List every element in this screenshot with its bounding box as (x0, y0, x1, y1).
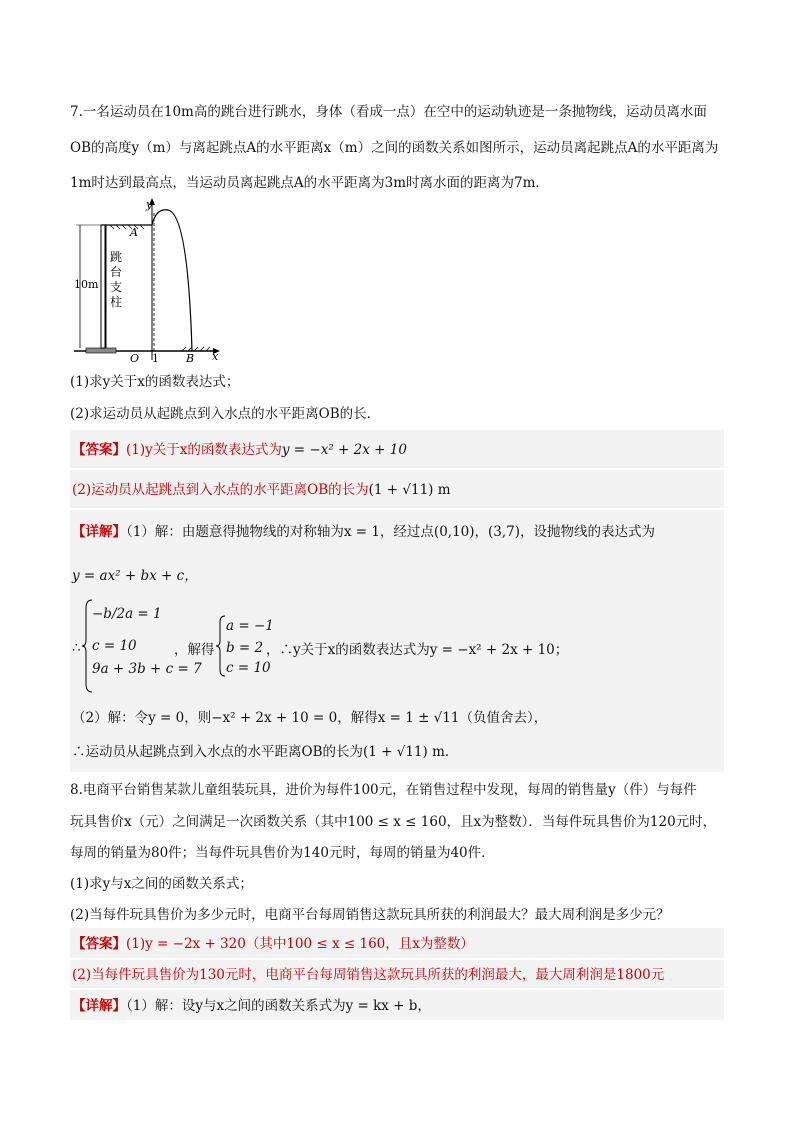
q8-answer-line-2: (2)当每件玩具售价为130元时，电商平台每周销售这款玩具所获的利润最大，最大周利润是1800元 (72, 967, 665, 983)
x-axis-label: x (212, 350, 219, 363)
q7-answer-1-text: (1)y关于x的函数表达式为 (126, 442, 282, 458)
sys2-eq-2: b = 2 (226, 640, 264, 656)
left-brace-2 (216, 614, 226, 678)
q8-stem-line-2: 玩具售价x（元）之间满足一次函数关系（其中100 ≤ x ≤ 160，且x为整数）．当每件玩具售价为120元时， (70, 814, 717, 830)
q7-answer-1-equation: y = −x² + 2x + 10 (281, 442, 407, 458)
board-hatching (110, 225, 144, 229)
q7-detail-line-1 (72, 522, 655, 542)
diving-parabola-figure (70, 196, 230, 364)
q7-detail-line-4: （2）解：令y = 0，则−x² + 2x + 10 = 0，解得x = 1 ± √11（负值舍去）， (72, 710, 548, 726)
q7-detail-line-2: y = ax² + bx + c， (72, 568, 198, 584)
q8-stem-line-1: 8.电商平台销售某款儿童组装玩具，进价为每件100元，在销售过程中发现，每周的销售量y（件）与每件 (70, 782, 697, 798)
origin-label: O (130, 352, 140, 364)
support-char-3: 支 (110, 280, 123, 294)
q7-answer-2-value: (1 + √11) m (368, 482, 451, 498)
support-char-4: 柱 (110, 295, 123, 309)
q7-detail-line-3: ，∴y关于x的函数表达式为y = −x² + 2x + 10； (266, 642, 569, 658)
q7-stem-line-3: 1m时达到最高点，当运动员离起跳点A的水平距离为3m时离水面的距离为7m． (70, 175, 549, 191)
support-pillar (101, 225, 105, 348)
solve-text: ，解得 (174, 642, 215, 658)
q8-detail-line-1 (72, 996, 431, 1016)
height-label: 10m (74, 278, 99, 291)
q7-answer-2-text: (2)运动员从起跳点到入水点的水平距离OB的长为 (72, 482, 369, 498)
answer-tag: 【答案】 (72, 442, 126, 458)
q7-answer-line-1 (72, 440, 407, 460)
platform-base (86, 348, 116, 353)
q7-answer-line-2 (72, 480, 451, 500)
tick-1-label: 1 (152, 352, 159, 364)
detail-tag-2: 【详解】 (72, 998, 126, 1014)
detail-tag: 【详解】 (72, 524, 126, 540)
q8-sub-question-1: (1)求y与x之间的函数关系式； (70, 876, 253, 892)
q8-answer-line-1 (72, 934, 474, 954)
q7-sub-question-2: (2)求运动员从起跳点到入水点的水平距离OB的长． (70, 406, 381, 422)
sys2-eq-3: c = 10 (226, 660, 271, 676)
q8-answer-1-text: (1)y = −2x + 320（其中100 ≤ x ≤ 160，且x为整数） (126, 936, 474, 952)
support-char-1: 跳 (110, 250, 123, 264)
sys1-eq-3: 9a + 3b + c = 7 (92, 661, 202, 677)
support-char-2: 台 (110, 265, 123, 279)
q8-stem-line-3: 每周的销量为80件；当每件玩具售价为140元时，每周的销量为40件． (70, 845, 495, 861)
sys2-eq-1: a = −1 (226, 618, 274, 634)
q8-sub-question-2: (2)当每件玩具售价为多少元时，电商平台每周销售这款玩具所获的利润最大？最大周利润是多少元？ (70, 907, 670, 923)
q7-stem-line-2: OB的高度y（m）与离起跳点A的水平距离x（m）之间的函数关系如图所示，运动员离起跳点A的水平距离为 (70, 140, 719, 156)
sys1-eq-2: c = 10 (92, 638, 137, 654)
trajectory-parabola (152, 210, 192, 351)
q7-stem-line-1: 7.一名运动员在10m高的跳台进行跳水，身体（看成一点）在空中的运动轨迹是一条抛物线，运动员离水面 (70, 104, 707, 120)
y-axis-label: y (146, 198, 153, 211)
q8-detail-1-text: （1）解：设y与x之间的函数关系式为y = kx + b， (126, 998, 431, 1014)
q7-detail-1-text: （1）解：由题意得抛物线的对称轴为x = 1，经过点(0,10)，(3,7)，设抛物线的表达式为 (126, 524, 656, 540)
answer-tag-2: 【答案】 (72, 936, 126, 952)
q7-sub-question-1: (1)求y关于x的函数表达式； (70, 374, 240, 390)
point-b-label: B (186, 352, 195, 364)
point-a-label: A (130, 226, 138, 239)
therefore-symbol: ∴ (72, 640, 81, 656)
q7-detail-line-5: ∴运动员从起跳点到入水点的水平距离OB的长为(1 + √11) m． (72, 744, 459, 760)
sys1-eq-1: −b/2a = 1 (92, 606, 162, 622)
